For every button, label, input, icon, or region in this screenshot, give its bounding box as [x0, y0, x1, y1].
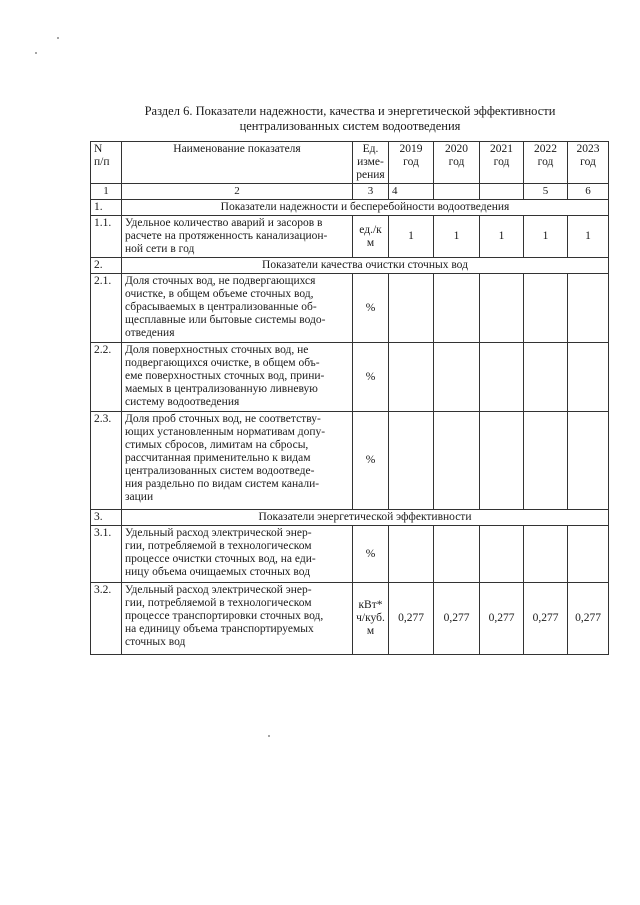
indicator-name-line: отведения — [125, 327, 175, 339]
indicator-name — [122, 343, 353, 412]
section-row — [91, 200, 609, 216]
indicator-name-line: очистке, в общем объеме сточных вод, — [125, 288, 314, 300]
unit-cell: % — [353, 343, 389, 412]
header-unit-line-2: изме- — [357, 156, 384, 168]
header-unit — [353, 142, 389, 184]
row-number: 3.1. — [91, 526, 122, 583]
value-2021 — [480, 274, 524, 343]
header-num — [91, 142, 122, 184]
header-year-label: год — [537, 156, 554, 168]
header-name: Наименование показателя — [122, 142, 353, 184]
table-row — [91, 526, 609, 583]
value-2023: 0,277 — [568, 583, 609, 655]
indicator-name-line: Доля проб сточных вод, не соответству- — [125, 413, 321, 425]
value-2021 — [480, 343, 524, 412]
indicator-name — [122, 274, 353, 343]
indicator-name-line: гии, потребляемой в технологическом — [125, 597, 312, 609]
value-2021 — [480, 412, 524, 510]
section-heading-line-2: централизованных систем водоотведения — [239, 119, 461, 133]
indicator-name-line: ющих установленным нормативам допу- — [125, 426, 326, 438]
table-row — [91, 274, 609, 343]
section-heading-line-1: Раздел 6. Показатели надежности, качества и энергетической эффективности — [144, 104, 556, 118]
column-number — [480, 184, 524, 200]
value-2022 — [524, 412, 568, 510]
value-2022: 1 — [524, 216, 568, 258]
column-numbers-row — [91, 184, 609, 200]
indicator-name-line: еме поверхностных сточных вод, прини- — [125, 370, 325, 382]
unit-cell: % — [353, 274, 389, 343]
unit-cell — [353, 583, 389, 655]
scan-speck — [57, 37, 59, 39]
scan-speck — [35, 52, 37, 54]
unit-line: кВт* — [358, 599, 383, 611]
table-row — [91, 343, 609, 412]
row-number: 2.1. — [91, 274, 122, 343]
value-2021: 1 — [480, 216, 524, 258]
value-2019 — [389, 526, 434, 583]
value-2020: 0,277 — [434, 583, 480, 655]
header-year-label: год — [448, 156, 465, 168]
row-number: 2.2. — [91, 343, 122, 412]
table-row — [91, 583, 609, 655]
indicator-name — [122, 412, 353, 510]
value-2023 — [568, 274, 609, 343]
header-year-label: год — [580, 156, 596, 168]
value-2023: 1 — [568, 216, 609, 258]
indicator-name-line: систему водоотведения — [125, 396, 240, 408]
value-2022: 0,277 — [524, 583, 568, 655]
header-year-2022 — [524, 142, 568, 184]
value-2022 — [524, 526, 568, 583]
indicator-name-line: маемых в централизованную ливневую — [125, 383, 318, 395]
value-2023 — [568, 526, 609, 583]
unit-line: м — [366, 625, 375, 637]
indicator-name-line: ния раздельно по видам систем канали- — [125, 478, 320, 490]
unit-cell — [353, 216, 389, 258]
value-2022 — [524, 343, 568, 412]
value-2020 — [434, 526, 480, 583]
section-number: 1. — [91, 200, 122, 216]
header-year-2023 — [568, 142, 609, 184]
row-number: 1.1. — [91, 216, 122, 258]
column-number: 5 — [524, 184, 568, 200]
value-2021: 0,277 — [480, 583, 524, 655]
indicator-name-line: процессе очистки сточных вод, на еди- — [125, 553, 316, 565]
section-row — [91, 258, 609, 274]
indicator-name-line: ной сети в год — [125, 243, 195, 255]
section-title: Показатели надежности и бесперебойности водоотведения — [122, 200, 609, 216]
value-2019: 1 — [389, 216, 434, 258]
indicator-name-line: щесплавные или бытовые системы водо- — [125, 314, 326, 326]
section-title: Показатели энергетической эффективности — [122, 510, 609, 526]
indicator-name-line: стимых сбросов, лимитам на сбросы, — [125, 439, 309, 451]
unit-line: м — [366, 236, 375, 249]
row-number: 2.3. — [91, 412, 122, 510]
header-unit-line-1: Ед. — [362, 143, 379, 155]
indicator-name-line: процессе транспортировки сточных вод, — [125, 610, 324, 622]
column-number: 1 — [91, 184, 122, 200]
row-number: 3.2. — [91, 583, 122, 655]
indicator-name-line: ницу объема очищаемых сточных вод — [125, 566, 311, 578]
header-year-2019 — [389, 142, 434, 184]
indicator-name-line: Доля поверхностных сточных вод, не — [125, 344, 309, 356]
value-2020 — [434, 412, 480, 510]
indicator-name-line: на единицу объема транспортируемых — [125, 623, 314, 635]
column-number: 6 — [568, 184, 609, 200]
value-2020 — [434, 343, 480, 412]
value-2023 — [568, 343, 609, 412]
header-year-2021 — [480, 142, 524, 184]
section-row — [91, 510, 609, 526]
header-num-line-1: N — [94, 143, 103, 155]
column-number: 2 — [122, 184, 353, 200]
value-2019 — [389, 343, 434, 412]
value-2020 — [434, 274, 480, 343]
value-2020: 1 — [434, 216, 480, 258]
indicator-name-line: зации — [125, 491, 154, 503]
indicator-name-line: Удельный расход электрической энер- — [125, 527, 312, 539]
unit-line: ч/куб. — [356, 612, 385, 624]
column-number: 4 — [389, 184, 434, 200]
header-year-2020 — [434, 142, 480, 184]
header-year-value: 2019 — [399, 143, 423, 155]
column-number — [434, 184, 480, 200]
header-num-line-2: п/п — [94, 156, 110, 168]
header-row — [91, 142, 609, 184]
indicator-name-line: Доля сточных вод, не подвергающихся — [125, 275, 316, 287]
section-number: 3. — [91, 510, 122, 526]
indicator-name — [122, 216, 353, 258]
section-number: 2. — [91, 258, 122, 274]
section-heading — [100, 104, 600, 134]
indicator-name-line: Удельный расход электрической энер- — [125, 584, 312, 596]
unit-cell: % — [353, 526, 389, 583]
column-number: 3 — [353, 184, 389, 200]
header-year-value: 2023 — [576, 143, 600, 155]
header-year-value: 2020 — [445, 143, 468, 155]
indicator-name-line: централизованных систем водоотведе- — [125, 465, 315, 477]
value-2022 — [524, 274, 568, 343]
indicator-name-line: сточных вод — [125, 636, 186, 648]
value-2019 — [389, 412, 434, 510]
indicator-name-line: Удельное количество аварий и засоров в — [125, 217, 323, 229]
indicator-name — [122, 526, 353, 583]
indicator-name-line: расчете на протяженность канализацион- — [125, 230, 328, 242]
value-2023 — [568, 412, 609, 510]
indicator-name — [122, 583, 353, 655]
header-year-label: год — [403, 156, 419, 168]
value-2019: 0,277 — [389, 583, 434, 655]
unit-line: ед./к — [359, 223, 382, 236]
indicator-name-line: подвергающихся очистке, в общем объ- — [125, 357, 320, 369]
scan-speck — [268, 735, 270, 737]
table-row — [91, 412, 609, 510]
section-title: Показатели качества очистки сточных вод — [122, 258, 609, 274]
unit-cell: % — [353, 412, 389, 510]
header-year-value: 2022 — [534, 143, 557, 155]
value-2019 — [389, 274, 434, 343]
header-year-label: год — [493, 156, 510, 168]
indicator-name-line: рассчитанная применительно к видам — [125, 452, 311, 464]
indicator-name-line: сбрасываемых в централизованные об- — [125, 301, 317, 313]
header-year-value: 2021 — [490, 143, 513, 155]
indicators-table — [90, 141, 609, 655]
indicator-name-line: гии, потребляемой в технологическом — [125, 540, 312, 552]
value-2021 — [480, 526, 524, 583]
header-unit-line-3: рения — [356, 169, 385, 181]
table-row — [91, 216, 609, 258]
